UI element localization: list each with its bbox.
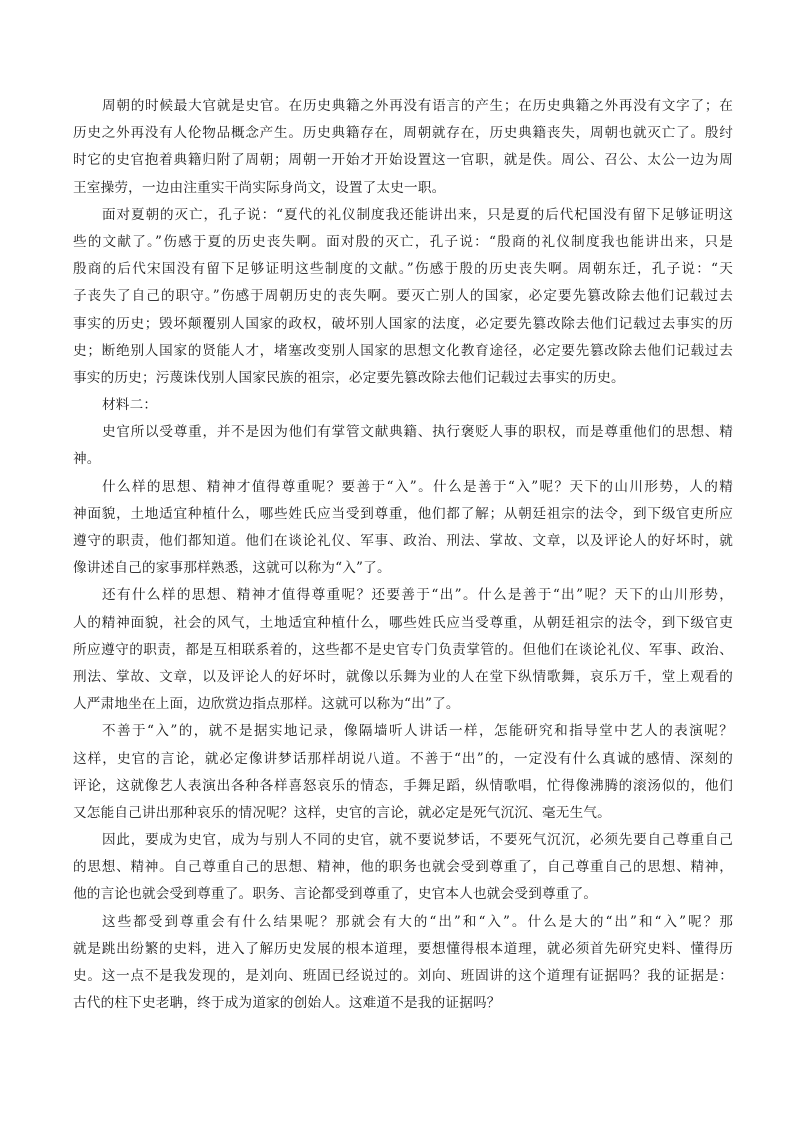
text-line: 王室操劳，一边由注重实干尚实际身尚文，设置了太史一职。 [73, 179, 446, 196]
text-line: 刑法、掌故、文章，以及评论人的好坏时，就像以乐舞为业的人在堂下纵情歌舞，哀乐万千，堂上观看的 [73, 668, 733, 685]
text-line: 事实的历史；毁坏颠覆别人国家的政权，破坏别人国家的法度，必定要先篡改除去他们记载过去事实的历 [73, 315, 733, 332]
text-line: 些的文献了。”伤感于夏的历史丧失啊。面对殷的灭亡，孔子说：“殷商的礼仪制度我也能讲出来，只是 [73, 233, 733, 250]
text-line: 还有什么样的思想、精神才值得尊重呢？还要善于“出”。什么是善于“出”呢？天下的山川形势， [102, 587, 733, 604]
text-line: 殷商的后代宋国没有留下足够证明这些制度的文献。”伤感于殷的历史丧失啊。周朝东迁，孔子说：“天 [73, 261, 733, 278]
text-line: 所应遵守的职责，都是互相联系着的，这些都不是史官专门负责掌管的。但他们在谈论礼仪、军事、政治、 [73, 641, 733, 658]
paragraph [73, 93, 733, 202]
paragraph [73, 718, 733, 827]
text-line: 人严肃地坐在上面，边欣赏边指点那样。这就可以称为“出”了。 [73, 696, 460, 713]
text-line: 古代的柱下史老聃，终于成为道家的创始人。这难道不是我的证据吗？ [73, 995, 501, 1012]
text-line: 人的精神面貌，社会的风气，土地适宜种植什么，哪些姓氏应当受尊重，从朝廷祖宗的法令，到下级官吏 [73, 614, 733, 631]
text-line: 神面貌，土地适宜种植什么，哪些姓氏应当受到尊重，他们都了解；从朝廷祖宗的法令，到下级官吏所应 [73, 505, 733, 522]
text-line: 子丧失了自己的职守。”伤感于周朝历史的丧失啊。要灭亡别人的国家，必定要先篡改除去他们记载过去 [73, 288, 733, 305]
text-line: 就是跳出纷繁的史料，进入了解历史发展的根本道理，要想懂得根本道理，就必须首先研究史料、懂得历 [73, 940, 733, 957]
text-line: 历史之外再没有人伦物品概念产生。历史典籍存在，周朝就存在，历史典籍丧失，周朝也就灭亡了。殷纣 [73, 125, 733, 142]
text-line: 材料二： [102, 397, 158, 414]
text-line: 史。这一点不是我发现的，是刘向、班固已经说过的。刘向、班固讲的这个道理有证据吗？我的证据是： [73, 968, 733, 984]
text-line: 神。 [73, 451, 101, 468]
text-line: 他的言论也就会受到尊重了。职务、言论都受到尊重了，史官本人也就会受到尊重了。 [73, 886, 598, 903]
document-body [73, 93, 733, 1017]
text-line: 事实的历史；污蔑诛伐别人国家民族的祖宗，必定要先篡改除去他们记载过去事实的历史。 [73, 369, 625, 386]
text-line: 不善于“入”的，就不是据实地记录，像隔墙听人讲话一样，怎能研究和指导堂中艺人的表演呢？ [102, 723, 733, 740]
text-line: 周朝的时候最大官就是史官。在历史典籍之外再没有语言的产生；在历史典籍之外再没有文字了；在 [102, 98, 733, 114]
text-line: 评论，这就像艺人表演出各种各样喜怒哀乐的情态，手舞足蹈，纵情歌唱，忙得像沸腾的滚汤似的，他们 [73, 777, 733, 794]
text-line: 这些都受到尊重会有什么结果呢？那就会有大的“出”和“入”。什么是大的“出”和“入”呢？那 [102, 913, 733, 930]
text-line: 的思想、精神。自己尊重自己的思想、精神，他的职务也就会受到尊重了，自己尊重自己的思想、精神， [73, 859, 733, 876]
paragraph [73, 202, 733, 392]
paragraph [73, 582, 733, 718]
text-line: 史官所以受尊重，并不是因为他们有掌管文献典籍、执行褒贬人事的职权，而是尊重他们的思想、精 [102, 424, 733, 441]
paragraph [73, 474, 733, 583]
text-line: 这样，史官的言论，就必定像讲梦话那样胡说八道。不善于“出”的，一定没有什么真诚的感情、深刻的 [73, 750, 733, 767]
paragraph [73, 419, 733, 473]
text-line: 因此，要成为史官，成为与别人不同的史官，就不要说梦话，不要死气沉沉，必须先要自己尊重自己 [102, 832, 733, 849]
text-line: 又怎能自己讲出那种哀乐的情况呢？这样，史官的言论，就必定是死气沉沉、毫无生气。 [73, 804, 611, 821]
text-line: 什么样的思想、精神才值得尊重呢？要善于“入”。什么是善于“入”呢？天下的山川形势，人的精 [102, 478, 733, 495]
text-line: 遵守的职责，他们都知道。他们在谈论礼仪、军事、政治、刑法、掌故、文章，以及评论人的好坏时，就 [73, 533, 733, 549]
paragraph [73, 909, 733, 1018]
paragraph [73, 392, 733, 419]
text-line: 时它的史官抱着典籍归附了周朝；周朝一开始才开始设置这一官职，就是佚。周公、召公、太公一边为周 [73, 152, 733, 169]
paragraph [73, 827, 733, 909]
text-line: 像讲述自己的家事那样熟悉，这就可以称为“入”了。 [73, 560, 391, 577]
text-line: 面对夏朝的灭亡，孔子说：“夏代的礼仪制度我还能讲出来，只是夏的后代杞国没有留下足够证明这 [102, 206, 733, 223]
text-line: 史；断绝别人国家的贤能人才，堵塞改变别人国家的思想文化教育途径，必定要先篡改除去他们记载过去 [73, 342, 733, 359]
